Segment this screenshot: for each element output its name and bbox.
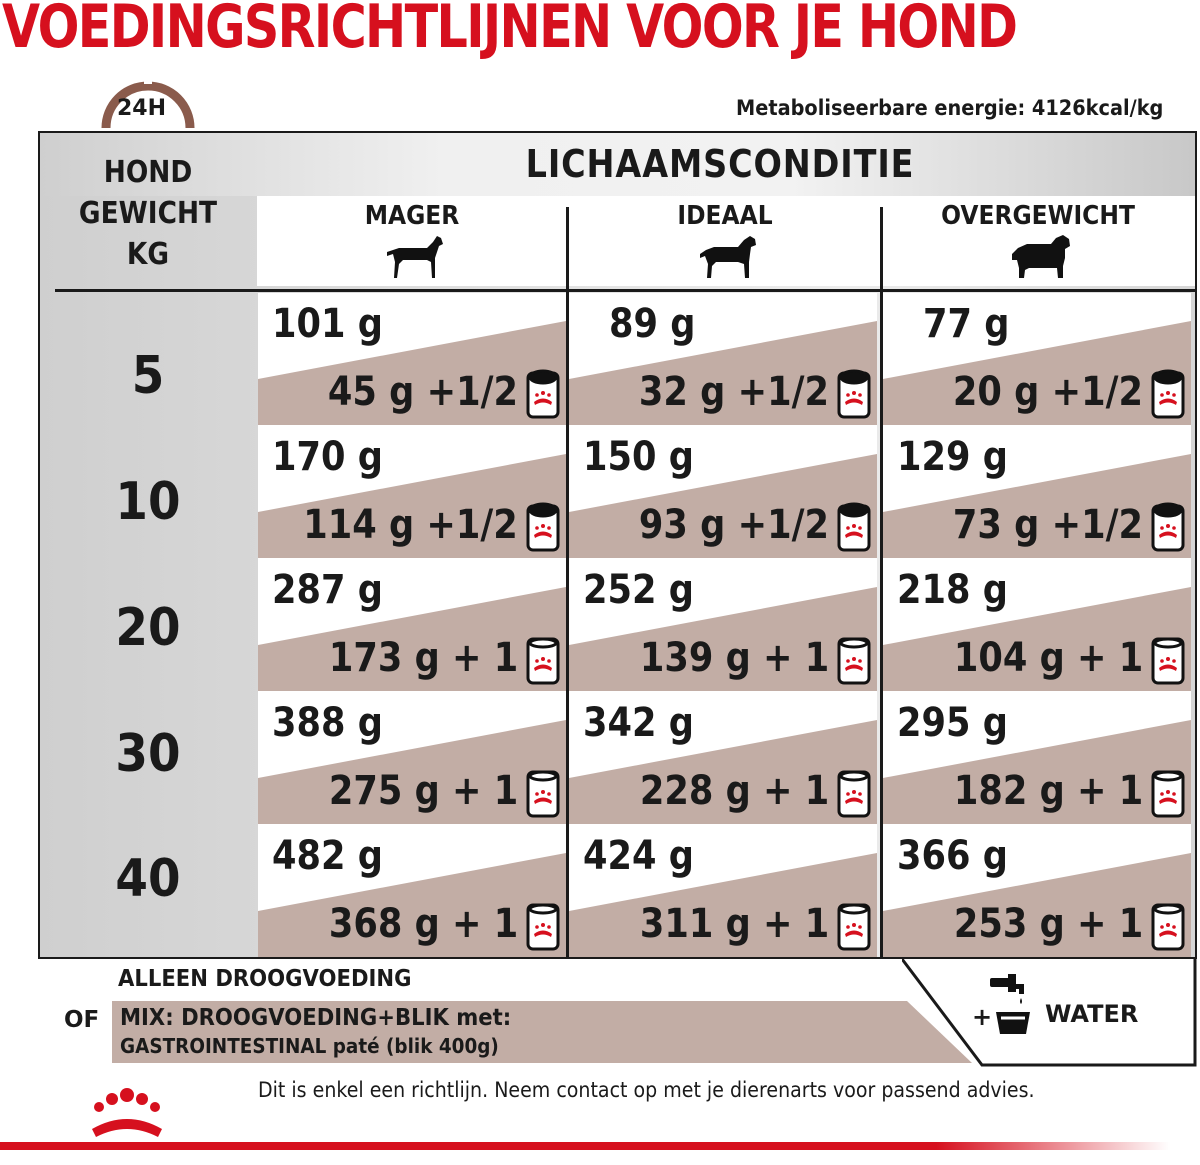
dry-food-amount: 424 g	[583, 833, 694, 879]
dog-weight-label-line: KG	[126, 237, 170, 272]
dry-food-amount: 218 g	[897, 567, 1008, 613]
disclaimer: Dit is enkel een richtlijn. Neem contact op met je dierenarts voor passend advies.	[258, 1078, 1035, 1102]
dry-food-amount: 150 g	[583, 434, 694, 480]
table-cell	[883, 426, 1191, 558]
table-cell	[883, 293, 1191, 425]
table-cell	[258, 426, 566, 558]
weight-label: 10	[115, 472, 181, 532]
mix-food-amount: 182 g + 1	[953, 768, 1143, 814]
water-label: WATER	[1045, 1000, 1139, 1028]
can-icon	[1151, 502, 1185, 552]
dry-food-amount: 482 g	[272, 833, 383, 879]
mix-food-amount: 173 g + 1	[328, 635, 518, 681]
clock-label: 24H	[117, 96, 167, 121]
dog-weight-label	[69, 152, 227, 275]
crown-logo-icon	[82, 1083, 172, 1143]
table-cell	[258, 825, 566, 957]
dry-food-amount: 101 g	[272, 301, 383, 347]
mix-food-amount: 104 g + 1	[953, 635, 1143, 681]
table-cell	[569, 426, 877, 558]
legend-mix: MIX: DROOGVOEDING+BLIK met:	[120, 1005, 512, 1031]
can-icon	[526, 502, 560, 552]
weight-label: 40	[115, 849, 181, 909]
ideal-dog-icon	[696, 234, 758, 280]
weight-label: 20	[115, 598, 181, 658]
can-icon	[837, 901, 871, 951]
mix-food-amount: 228 g + 1	[639, 768, 829, 814]
energy-info: Metaboliseerbare energie: 4126kcal/kg	[736, 96, 1164, 120]
mix-food-amount: 20 g +1/2	[952, 369, 1143, 415]
can-icon	[1151, 635, 1185, 685]
can-icon	[526, 901, 560, 951]
column-header-mager: MAGER	[364, 201, 460, 231]
page-title: VOEDINGSRICHTLIJNEN VOOR JE HOND	[2, 0, 1017, 62]
mix-food-amount: 93 g +1/2	[638, 502, 829, 548]
mix-food-amount: 139 g + 1	[639, 635, 829, 681]
legend-or: OF	[64, 1007, 100, 1033]
table-cell	[883, 692, 1191, 824]
legend-dry-only: ALLEEN DROOGVOEDING	[118, 966, 412, 992]
table-cell	[569, 692, 877, 824]
water-plus: +	[972, 1003, 993, 1031]
table-cell	[569, 559, 877, 691]
mix-food-amount: 73 g +1/2	[952, 502, 1143, 548]
table-cell	[883, 825, 1191, 957]
can-icon	[837, 502, 871, 552]
legend-mix-product: GASTROINTESTINAL paté (blik 400g)	[120, 1034, 499, 1058]
dry-food-amount: 287 g	[272, 567, 383, 613]
can-icon	[526, 635, 560, 685]
weight-label: 30	[115, 724, 181, 784]
column-separator	[566, 207, 569, 957]
dry-food-amount: 342 g	[583, 700, 694, 746]
can-icon	[837, 369, 871, 419]
thin-dog-icon	[383, 234, 445, 280]
table-cell	[258, 692, 566, 824]
dry-food-amount: 170 g	[272, 434, 383, 480]
table-cell	[258, 559, 566, 691]
can-icon	[526, 369, 560, 419]
mix-food-amount: 275 g + 1	[328, 768, 518, 814]
table-cell	[883, 559, 1191, 691]
can-icon	[1151, 369, 1185, 419]
header-divider	[55, 289, 1195, 292]
weight-label: 5	[131, 346, 165, 406]
brand-line	[0, 1142, 1170, 1150]
dry-food-amount: 89 g	[609, 301, 696, 347]
column-header-overgewicht: OVERGEWICHT	[941, 201, 1135, 231]
can-icon	[1151, 901, 1185, 951]
dry-food-amount: 388 g	[272, 700, 383, 746]
mix-food-amount: 32 g +1/2	[638, 369, 829, 415]
dry-food-amount: 77 g	[923, 301, 1010, 347]
mix-food-amount: 253 g + 1	[953, 901, 1143, 947]
dry-food-amount: 295 g	[897, 700, 1008, 746]
table-cell	[258, 293, 566, 425]
dog-weight-label-line: HOND	[103, 155, 193, 190]
mix-food-amount: 45 g +1/2	[327, 369, 518, 415]
table-cell	[569, 293, 877, 425]
dog-weight-label-line: GEWICHT	[78, 196, 218, 231]
can-icon	[837, 768, 871, 818]
dry-food-amount: 252 g	[583, 567, 694, 613]
column-header-ideaal: IDEAAL	[677, 201, 773, 231]
can-icon	[526, 768, 560, 818]
mix-food-amount: 368 g + 1	[328, 901, 518, 947]
body-condition-title: LICHAAMSCONDITIE	[525, 142, 915, 186]
dry-food-amount: 366 g	[897, 833, 1008, 879]
can-icon	[837, 635, 871, 685]
dry-food-amount: 129 g	[897, 434, 1008, 480]
mix-food-amount: 311 g + 1	[639, 901, 829, 947]
water-tap-icon	[986, 972, 1036, 1042]
can-icon	[1151, 768, 1185, 818]
column-separator	[880, 207, 883, 957]
mix-food-amount: 114 g +1/2	[303, 502, 518, 548]
overweight-dog-icon	[1009, 234, 1071, 280]
table-cell	[569, 825, 877, 957]
